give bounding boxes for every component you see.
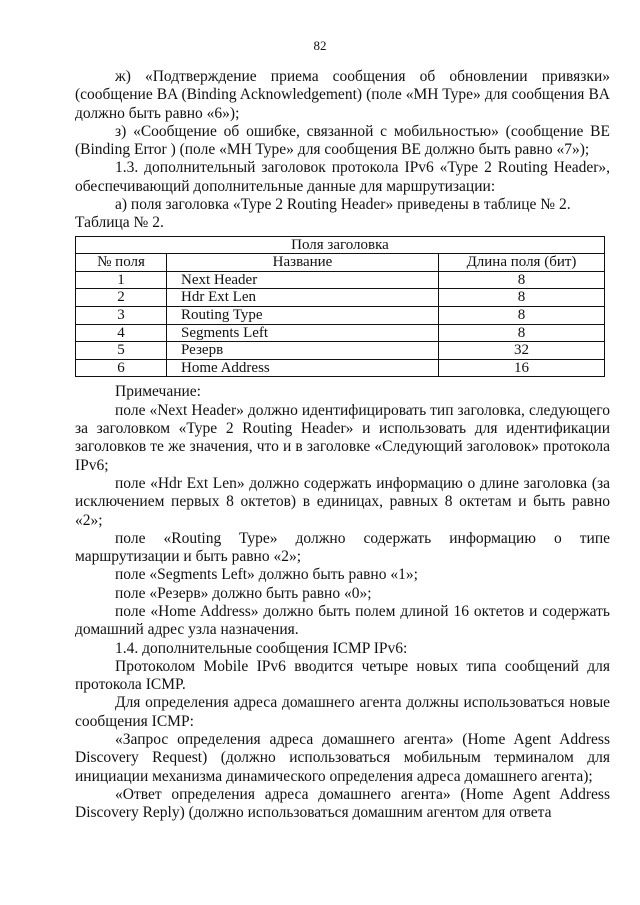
paragraph-discovery-reply: «Ответ определения адреса домашнего агента» (Home Agent Address Discovery Reply) (должно использоваться домашним агентом для ответа bbox=[75, 785, 610, 822]
note-next-header: поле «Next Header» должно идентифицировать тип заголовка, следующего за заголовком «Type 2 Routing Header» и использовать для идентификации заголовков те же значения, что и в заголовке «Следующий заголовок» протокола IPv6; bbox=[75, 401, 610, 474]
cell-length: 8 bbox=[439, 289, 605, 307]
note-title: Примечание: bbox=[115, 383, 201, 401]
cell-length: 8 bbox=[439, 324, 605, 342]
table-row bbox=[76, 271, 605, 289]
cell-number: 4 bbox=[76, 324, 167, 342]
cell-number: 3 bbox=[76, 307, 167, 325]
paragraph-icmp-intro: Протоколом Mobile IPv6 вводится четыре новых типа сообщений для протокола ICMP. bbox=[75, 657, 610, 694]
table-row bbox=[76, 324, 605, 342]
cell-name: Routing Type bbox=[167, 307, 439, 325]
table-row bbox=[76, 342, 605, 360]
paragraph-item-z: з) «Сообщение об ошибке, связанной с мобильностью» (сообщение BE (Binding Error ) (поле «MH Type» для сообщения BE должно быть равно «7»); bbox=[75, 122, 610, 159]
note-reserved: поле «Резерв» должно быть равно «0»; bbox=[115, 584, 372, 602]
note-hdr-ext-len: поле «Hdr Ext Len» должно содержать информацию о длине заголовка (за исключением первых 8 октетов) в единицах, равных 8 октетам и быть равно «2»; bbox=[75, 474, 610, 529]
note-routing-type: поле «Routing Type» должно содержать информацию о типе маршрутизации и быть равно «2»; bbox=[75, 529, 610, 566]
paragraph-item-a: а) поля заголовка «Type 2 Routing Header» приведены в таблице № 2. bbox=[115, 196, 571, 214]
page-number: 82 bbox=[313, 38, 327, 53]
cell-number: 6 bbox=[76, 359, 167, 377]
paragraph-section-1-3: 1.3. дополнительный заголовок протокола IPv6 «Type 2 Routing Header», обеспечивающий дополнительные данные для маршрутизации: bbox=[75, 159, 610, 195]
header-fields-table bbox=[75, 236, 605, 378]
note-segments-left: поле «Segments Left» должно быть равно «1»; bbox=[115, 566, 418, 584]
table-group-header: Поля заголовка bbox=[76, 236, 605, 254]
cell-name: Segments Left bbox=[167, 324, 439, 342]
paragraph-section-1-4: 1.4. дополнительные сообщения ICMP IPv6: bbox=[115, 639, 408, 657]
cell-name: Home Address bbox=[167, 359, 439, 377]
cell-name: Hdr Ext Len bbox=[167, 289, 439, 307]
cell-name: Резерв bbox=[167, 342, 439, 360]
cell-length: 16 bbox=[439, 359, 605, 377]
cell-number: 5 bbox=[76, 342, 167, 360]
cell-number: 1 bbox=[76, 271, 167, 289]
cell-number: 2 bbox=[76, 289, 167, 307]
table-header-row bbox=[76, 254, 605, 272]
cell-length: 32 bbox=[439, 342, 605, 360]
document-body bbox=[75, 68, 610, 823]
paragraph-item-zh: ж) «Подтверждение приема сообщения об обновлении привязки» (сообщение BA (Binding Acknowledgement) (поле «MH Type» для сообщения BA должно быть равно «6»); bbox=[75, 68, 610, 122]
table-row bbox=[76, 289, 605, 307]
table-group-header-row bbox=[76, 236, 605, 254]
cell-name: Next Header bbox=[167, 271, 439, 289]
table-row bbox=[76, 307, 605, 325]
paragraph-discovery-request: «Запрос определения адреса домашнего агента» (Home Agent Address Discovery Request) (должно использоваться мобильным терминалом для инициации механизма динамического определения адреса домашнего агента); bbox=[75, 731, 610, 785]
paragraph-home-agent-discovery: Для определения адреса домашнего агента должны использоваться новые сообщения ICMP: bbox=[75, 694, 610, 730]
table-caption: Таблица № 2. bbox=[75, 214, 164, 232]
cell-length: 8 bbox=[439, 271, 605, 289]
column-header-name: Название bbox=[167, 254, 439, 272]
cell-length: 8 bbox=[439, 307, 605, 325]
table-row bbox=[76, 359, 605, 377]
column-header-number: № поля bbox=[76, 254, 167, 272]
column-header-length: Длина поля (бит) bbox=[439, 254, 605, 272]
note-home-address: поле «Home Address» должно быть полем длиной 16 октетов и содержать домашний адрес узла назначения. bbox=[75, 602, 610, 639]
